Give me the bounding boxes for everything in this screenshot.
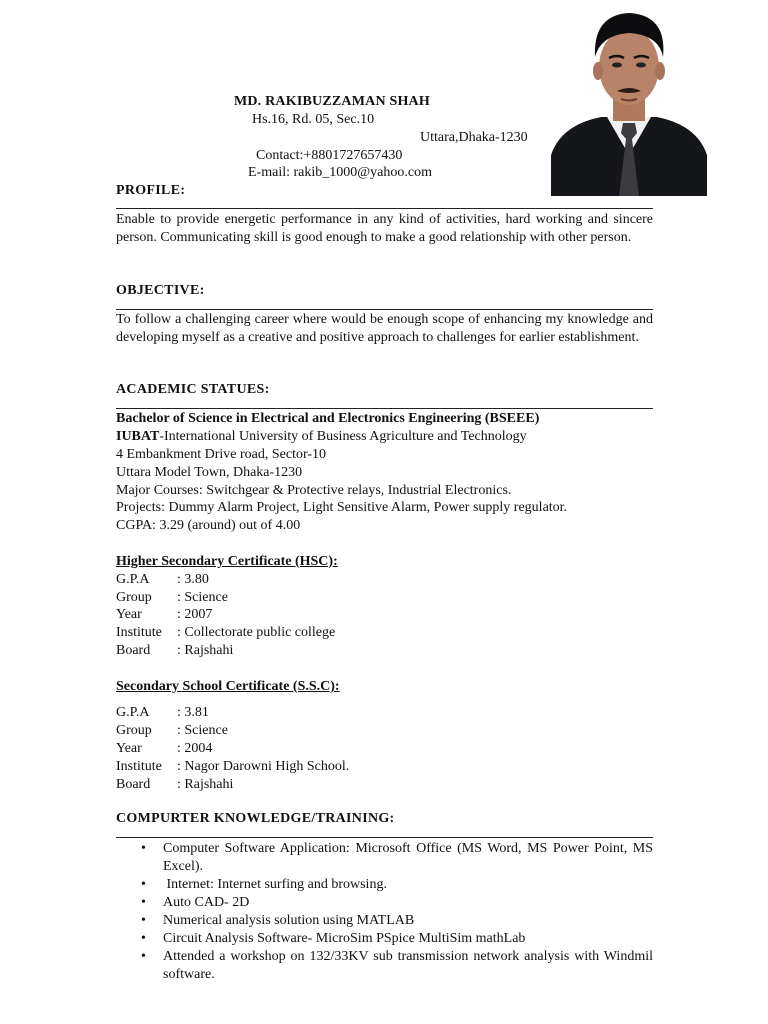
hsc-value: : 3.80	[177, 572, 209, 587]
hsc-key: Board	[116, 643, 151, 658]
ssc-value: : Science	[177, 723, 228, 738]
university-abbr: IUBAT	[116, 429, 160, 444]
bullet-icon: •	[141, 841, 146, 856]
list-item-text: Computer Software Application: Microsoft Office (MS Word, MS Power Point, MS Excel).	[163, 841, 653, 874]
bullet-icon: •	[141, 895, 146, 910]
ssc-key: Board	[116, 777, 151, 792]
hsc-row	[116, 606, 212, 624]
cgpa: CGPA: 3.29 (around) out of 4.00	[116, 518, 301, 533]
ssc-row	[116, 722, 228, 740]
ssc-row	[116, 758, 349, 776]
computer-skills-list	[116, 840, 653, 984]
computer-divider	[116, 837, 653, 838]
bullet-icon: •	[141, 931, 146, 946]
candidate-name: MD. RAKIBUZZAMAN SHAH	[234, 94, 430, 109]
portrait-photo-icon	[551, 5, 707, 196]
ssc-heading: Secondary School Certificate (S.S.C):	[116, 679, 340, 694]
hsc-key: Year	[116, 607, 142, 622]
list-item-text: Circuit Analysis Software- MicroSim PSpice MultiSim mathLab	[163, 931, 526, 946]
list-item	[116, 840, 653, 876]
objective-heading: OBJECTIVE:	[116, 283, 205, 298]
hsc-row	[116, 571, 209, 589]
hsc-row	[116, 642, 233, 660]
ssc-row	[116, 740, 212, 758]
academic-heading: ACADEMIC STATUES:	[116, 382, 270, 397]
hsc-key: Group	[116, 590, 152, 605]
university-address-1: 4 Embankment Drive road, Sector-10	[116, 447, 327, 462]
projects: Projects: Dummy Alarm Project, Light Sensitive Alarm, Power supply regulator.	[116, 500, 568, 515]
ssc-key: Group	[116, 723, 152, 738]
hsc-value: : Rajshahi	[177, 643, 234, 658]
ssc-value: : 2004	[177, 741, 213, 756]
objective-text: To follow a challenging career where would be enough scope of enhancing my knowledge and developing myself as a creative and positive approach to challenges for earlier establishment.	[116, 312, 653, 345]
list-item-text: Internet: Internet surfing and browsing.	[163, 877, 387, 892]
hsc-value: : Collectorate public college	[177, 625, 336, 640]
list-item	[116, 912, 653, 930]
ssc-row	[116, 776, 233, 794]
university-line	[116, 428, 527, 446]
hsc-value: : 2007	[177, 607, 213, 622]
contact-email: E-mail: rakib_1000@yahoo.com	[248, 165, 432, 180]
university-name: -International University of Business Agriculture and Technology	[159, 429, 527, 444]
hsc-key: G.P.A	[116, 572, 150, 587]
hsc-key: Institute	[116, 625, 162, 640]
ssc-row	[116, 704, 209, 722]
list-item	[116, 876, 653, 894]
objective-divider	[116, 309, 653, 310]
bullet-icon: •	[141, 877, 146, 892]
ssc-value: : Rajshahi	[177, 777, 234, 792]
address-line-1: Hs.16, Rd. 05, Sec.10	[252, 112, 375, 127]
ssc-key: G.P.A	[116, 705, 150, 720]
ssc-value: : Nagor Darowni High School.	[177, 759, 350, 774]
list-item-text: Attended a workshop on 132/33KV sub transmission network analysis with Windmil software.	[163, 949, 653, 982]
academic-divider	[116, 408, 653, 409]
degree-title: Bachelor of Science in Electrical and Electronics Engineering (BSEEE)	[116, 411, 540, 426]
list-item	[116, 948, 653, 984]
address-line-2: Uttara,Dhaka-1230	[420, 130, 528, 145]
list-item-text: Numerical analysis solution using MATLAB	[163, 913, 415, 928]
bullet-icon: •	[141, 949, 146, 964]
ssc-key: Year	[116, 741, 142, 756]
bullet-icon: •	[141, 913, 146, 928]
computer-heading: COMPURTER KNOWLEDGE/TRAINING:	[116, 811, 395, 826]
contact-phone: Contact:+8801727657430	[256, 148, 403, 163]
hsc-row	[116, 589, 228, 607]
hsc-row	[116, 624, 335, 642]
list-item-text: Auto CAD- 2D	[163, 895, 250, 910]
major-courses: Major Courses: Switchgear & Protective relays, Industrial Electronics.	[116, 483, 512, 498]
hsc-heading: Higher Secondary Certificate (HSC):	[116, 554, 338, 569]
ssc-value: : 3.81	[177, 705, 209, 720]
hsc-value: : Science	[177, 590, 228, 605]
profile-divider	[116, 208, 653, 209]
ssc-key: Institute	[116, 759, 162, 774]
list-item	[116, 894, 653, 912]
profile-heading: PROFILE:	[116, 183, 186, 198]
list-item	[116, 930, 653, 948]
university-address-2: Uttara Model Town, Dhaka-1230	[116, 465, 303, 480]
profile-text: Enable to provide energetic performance in any kind of activities, hard working and sincere person. Communicating skill is good enough to make a good relationship with other person.	[116, 212, 653, 245]
